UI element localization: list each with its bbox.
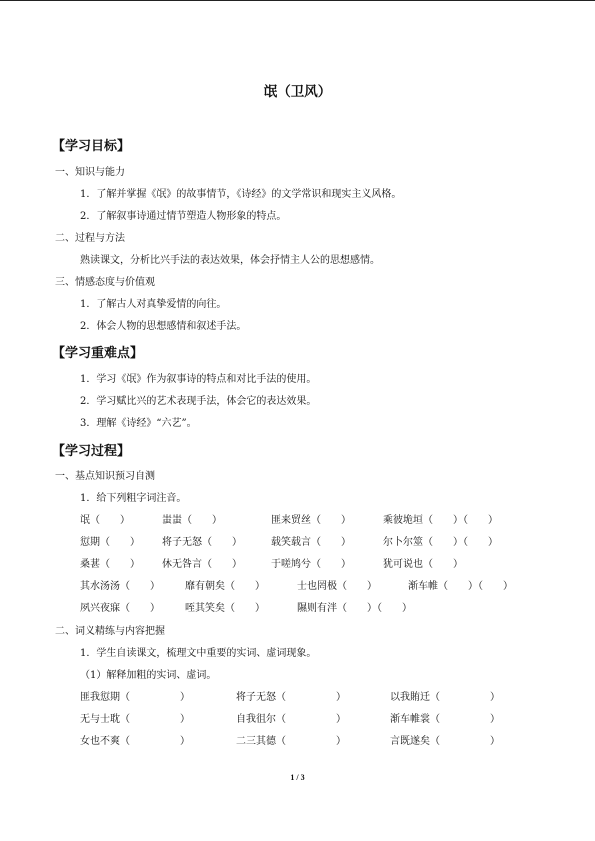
phonetic-item: 于嗟鸠兮（ ） bbox=[271, 559, 351, 570]
key-item-2: 2．学习赋比兴的艺术表现手法，体会它的表达效果。 bbox=[80, 396, 317, 407]
goal-heading-1: 一、知识与能力 bbox=[55, 167, 125, 178]
phonetic-item: 将子无怒（ ） bbox=[162, 537, 242, 548]
phonetic-item: 愆期（ ） bbox=[80, 537, 140, 548]
phonetic-item: 咥其笑矣（ ） bbox=[185, 603, 265, 614]
word-item: 无与士耽（ ） bbox=[80, 714, 190, 725]
section-goals-heading: 【学习目标】 bbox=[52, 139, 131, 154]
phonetic-item: 氓（ ） bbox=[80, 515, 130, 526]
phonetic-item: 夙兴夜寐（ ） bbox=[80, 603, 160, 614]
goal-item-3-2: 2．体会人物的思想感情和叙述手法。 bbox=[80, 321, 247, 332]
word-item: 女也不爽（ ） bbox=[80, 736, 190, 747]
key-item-3: 3．理解《诗经》“六艺”。 bbox=[80, 418, 197, 429]
process-heading-2: 二、词义精练与内容把握 bbox=[55, 626, 165, 637]
goal-item-1-2: 2．了解叙事诗通过情节塑造人物形象的特点。 bbox=[80, 211, 287, 222]
phonetic-item: 渐车帷（ ）（ ） bbox=[408, 581, 513, 592]
word-item: 渐车帷裳（ ） bbox=[390, 714, 500, 725]
word-item: 自我徂尔（ ） bbox=[236, 714, 346, 725]
goal-item-3-1: 1．了解古人对真挚爱情的向往。 bbox=[80, 299, 227, 310]
phonetic-item: 载笑载言（ ） bbox=[271, 537, 351, 548]
phonetic-item: 蚩蚩（ ） bbox=[162, 515, 222, 526]
goal-item-2-1: 熟读课文，分析比兴手法的表达效果，体会抒情主人公的思想感情。 bbox=[80, 255, 380, 266]
word-item: 言既遂矣（ ） bbox=[390, 736, 500, 747]
phonetic-item: 隰则有泮（ ）（ ） bbox=[297, 603, 412, 614]
top-rule bbox=[0, 0, 595, 1]
phonetic-item: 靡有朝矣（ ） bbox=[185, 581, 265, 592]
phonetic-item: 其水汤汤（ ） bbox=[80, 581, 160, 592]
phonetic-item: 桑葚（ ） bbox=[80, 559, 140, 570]
section-process-heading: 【学习过程】 bbox=[52, 444, 131, 459]
phonetic-item: 匪来贸丝（ ） bbox=[271, 515, 351, 526]
phonetic-item: 乘彼垝垣（ ）（ ） bbox=[383, 515, 498, 526]
page-number: 1 / 3 bbox=[290, 773, 305, 782]
word-item: 以我賄迁（ ） bbox=[390, 692, 500, 703]
section-keys-heading: 【学习重难点】 bbox=[52, 346, 144, 361]
word-item: 二三其德（ ） bbox=[236, 736, 346, 747]
goal-heading-3: 三、情感态度与价值观 bbox=[55, 277, 155, 288]
phonetic-item: 尔卜尔筮（ ）（ ） bbox=[383, 537, 498, 548]
phonetic-item: 休无咎言（ ） bbox=[162, 559, 242, 570]
goal-item-1-1: 1．了解并掌握《氓》的故事情节，《诗经》的文学常识和现实主义风格。 bbox=[80, 189, 402, 200]
process-heading-1: 一、基点知识预习自测 bbox=[55, 471, 155, 482]
key-item-1: 1．学习《氓》作为叙事诗的特点和对比手法的使用。 bbox=[80, 374, 317, 385]
word-item: 匪我愆期（ ） bbox=[80, 692, 190, 703]
phonetic-item: 犹可说也（ ） bbox=[383, 559, 463, 570]
word-item: 将子无怒（ ） bbox=[236, 692, 346, 703]
process-question-2: 1．学生自读课文，梳理文中重要的实词、虚词现象。 bbox=[80, 648, 317, 659]
phonetic-item: 士也罔极（ ） bbox=[297, 581, 377, 592]
page-title: 氓（卫风） bbox=[263, 84, 332, 100]
process-question-1: 1．给下列粗字词注音。 bbox=[80, 493, 187, 504]
process-question-2-1: （1）解释加粗的实词、虚词。 bbox=[80, 670, 217, 681]
goal-heading-2: 二、过程与方法 bbox=[55, 233, 125, 244]
